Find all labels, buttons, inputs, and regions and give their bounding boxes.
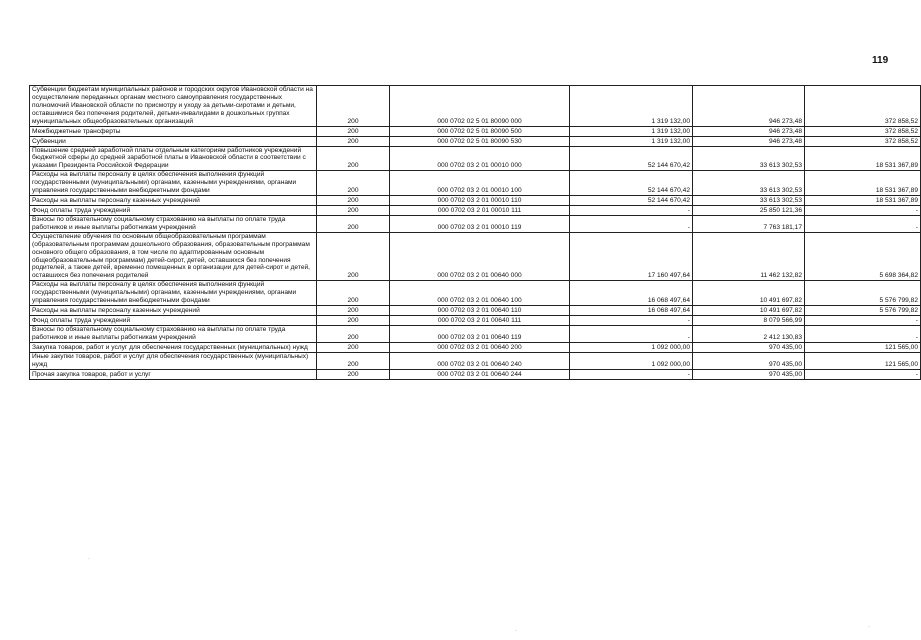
row-name-cell: Взносы по обязательному социальному страхованию на выплаты по оплате труда работников и иные выплаты работникам учреждений	[30, 325, 317, 342]
row-name-cell: Субвенции	[30, 136, 317, 146]
row-approved-cell: -	[570, 205, 693, 215]
row-approved-cell: -	[570, 215, 693, 232]
table-row	[30, 315, 921, 325]
row-code-cell: 200	[317, 86, 390, 127]
scan-mark: ·	[88, 556, 90, 562]
row-approved-cell: 16 068 497,64	[570, 305, 693, 315]
page-number: 119	[872, 55, 889, 66]
row-kbk-cell: 000 0702 03 2 01 00640 110	[390, 305, 570, 315]
row-approved-cell: -	[570, 369, 693, 379]
row-name-cell: Осуществление обучения по основным общеобразовательным программам (образовательным программам дошкольного образования, образовательным программам основного общего образования, в том числе по адаптированным основным общеобразовательным программам) детей-сирот, детей, оставшихся без попечения родителей, а также детей, временно помещенных в организации для детей-сирот и детей, оставшихся без попечения родителей	[30, 232, 317, 280]
row-code-cell: 200	[317, 232, 390, 280]
row-unexecuted-cell: 18 531 367,89	[805, 195, 921, 205]
row-unexecuted-cell: 121 565,00	[805, 342, 921, 352]
row-code-cell: 200	[317, 205, 390, 215]
row-approved-cell: -	[570, 325, 693, 342]
row-unexecuted-cell: -	[805, 315, 921, 325]
table-row	[30, 171, 921, 196]
row-approved-cell: 1 319 132,00	[570, 126, 693, 136]
row-unexecuted-cell: 372 858,52	[805, 86, 921, 127]
row-unexecuted-cell: -	[805, 369, 921, 379]
table-row	[30, 126, 921, 136]
row-code-cell: 200	[317, 342, 390, 352]
table-row	[30, 352, 921, 369]
row-executed-cell: 8 079 566,99	[693, 315, 805, 325]
row-name-cell: Фонд оплаты труда учреждений	[30, 205, 317, 215]
row-name-cell: Расходы на выплаты персоналу казенных учреждений	[30, 195, 317, 205]
row-kbk-cell: 000 0702 03 2 01 00640 244	[390, 369, 570, 379]
row-approved-cell: 52 144 670,42	[570, 146, 693, 171]
row-kbk-cell: 000 0702 03 2 01 00010 000	[390, 146, 570, 171]
row-kbk-cell: 000 0702 03 2 01 00640 111	[390, 315, 570, 325]
row-executed-cell: 33 613 302,53	[693, 171, 805, 196]
row-name-cell: Взносы по обязательному социальному страхованию на выплаты по оплате труда работников и иные выплаты работникам учреждений	[30, 215, 317, 232]
table-row	[30, 215, 921, 232]
row-code-cell: 200	[317, 281, 390, 306]
row-unexecuted-cell: 372 858,52	[805, 126, 921, 136]
row-name-cell: Повышение средней заработной платы отдельным категориям работников учреждений бюджетной сферы до средней заработной платы в Ивановской области в соответствии с указами Президента Российской Федерации	[30, 146, 317, 171]
row-name-cell: Фонд оплаты труда учреждений	[30, 315, 317, 325]
row-unexecuted-cell: 121 565,00	[805, 352, 921, 369]
row-code-cell: 200	[317, 315, 390, 325]
row-unexecuted-cell: 5 576 799,82	[805, 281, 921, 306]
row-unexecuted-cell: 5 698 364,82	[805, 232, 921, 280]
row-kbk-cell: 000 0702 03 2 01 00010 100	[390, 171, 570, 196]
row-executed-cell: 946 273,48	[693, 86, 805, 127]
row-code-cell: 200	[317, 215, 390, 232]
row-unexecuted-cell: 18 531 367,89	[805, 146, 921, 171]
scan-mark: ·	[515, 628, 517, 634]
table-row	[30, 325, 921, 342]
row-name-cell: Прочая закупка товаров, работ и услуг	[30, 369, 317, 379]
row-unexecuted-cell: -	[805, 205, 921, 215]
row-approved-cell: 52 144 670,42	[570, 171, 693, 196]
row-kbk-cell: 000 0702 03 2 01 00640 240	[390, 352, 570, 369]
row-executed-cell: 11 462 132,82	[693, 232, 805, 280]
row-approved-cell: 52 144 670,42	[570, 195, 693, 205]
row-executed-cell: 25 850 121,36	[693, 205, 805, 215]
row-kbk-cell: 000 0702 03 2 01 00640 200	[390, 342, 570, 352]
row-name-cell: Закупка товаров, работ и услуг для обеспечения государственных (муниципальных) нужд	[30, 342, 317, 352]
row-code-cell: 200	[317, 352, 390, 369]
row-executed-cell: 33 613 302,53	[693, 195, 805, 205]
row-code-cell: 200	[317, 369, 390, 379]
table-row	[30, 342, 921, 352]
row-code-cell: 200	[317, 136, 390, 146]
table-row	[30, 195, 921, 205]
row-code-cell: 200	[317, 195, 390, 205]
row-executed-cell: 10 491 697,82	[693, 281, 805, 306]
row-executed-cell: 10 491 697,82	[693, 305, 805, 315]
row-approved-cell: 16 068 497,64	[570, 281, 693, 306]
row-executed-cell: 7 763 181,17	[693, 215, 805, 232]
row-code-cell: 200	[317, 146, 390, 171]
row-code-cell: 200	[317, 305, 390, 315]
row-executed-cell: 2 412 130,83	[693, 325, 805, 342]
row-name-cell: Расходы на выплаты персоналу в целях обеспечения выполнения функций государственными (муниципальными) органами, казенными учреждениями, органами управления государственными внебюджетными фондами	[30, 171, 317, 196]
row-kbk-cell: 000 0702 02 5 01 80090 530	[390, 136, 570, 146]
row-kbk-cell: 000 0702 03 2 01 00640 000	[390, 232, 570, 280]
row-kbk-cell: 000 0702 03 2 01 00010 111	[390, 205, 570, 215]
row-kbk-cell: 000 0702 03 2 01 00010 110	[390, 195, 570, 205]
table-row	[30, 136, 921, 146]
row-name-cell: Субвенции бюджетам муниципальных районов и городских округов Ивановской области на осуществление переданных органам местного самоуправления государственных полномочий Ивановской области по присмотру и уходу за детьми-сиротами и детьми, оставшимися без попечения родителей, детьми-инвалидами в дошкольных группах муниципальных общеобразовательных организаций	[30, 86, 317, 127]
row-unexecuted-cell: -	[805, 215, 921, 232]
table-row	[30, 232, 921, 280]
row-approved-cell: 1 319 132,00	[570, 86, 693, 127]
row-kbk-cell: 000 0702 03 2 01 00010 119	[390, 215, 570, 232]
row-approved-cell: -	[570, 315, 693, 325]
row-executed-cell: 946 273,48	[693, 126, 805, 136]
row-kbk-cell: 000 0702 02 5 01 80090 500	[390, 126, 570, 136]
row-approved-cell: 1 319 132,00	[570, 136, 693, 146]
table-row	[30, 369, 921, 379]
table-row	[30, 146, 921, 171]
row-kbk-cell: 000 0702 03 2 01 00640 119	[390, 325, 570, 342]
row-executed-cell: 970 435,00	[693, 352, 805, 369]
row-kbk-cell: 000 0702 02 5 01 80090 000	[390, 86, 570, 127]
budget-execution-table	[29, 85, 921, 380]
row-name-cell: Расходы на выплаты персоналу в целях обеспечения выполнения функций государственными (муниципальными) органами, казенными учреждениями, органами управления государственными внебюджетными фондами	[30, 281, 317, 306]
row-approved-cell: 1 092 000,00	[570, 342, 693, 352]
row-approved-cell: 1 092 000,00	[570, 352, 693, 369]
table-row	[30, 86, 921, 127]
row-unexecuted-cell: 18 531 367,89	[805, 171, 921, 196]
row-executed-cell: 946 273,48	[693, 136, 805, 146]
row-code-cell: 200	[317, 325, 390, 342]
scan-mark: ·	[868, 624, 870, 630]
row-code-cell: 200	[317, 126, 390, 136]
row-executed-cell: 33 613 302,53	[693, 146, 805, 171]
table-row	[30, 305, 921, 315]
row-unexecuted-cell: 372 858,52	[805, 136, 921, 146]
row-unexecuted-cell: -	[805, 325, 921, 342]
row-name-cell: Иные закупки товаров, работ и услуг для обеспечения государственных (муниципальных) нужд	[30, 352, 317, 369]
row-executed-cell: 970 435,00	[693, 369, 805, 379]
row-unexecuted-cell: 5 576 799,82	[805, 305, 921, 315]
row-name-cell: Межбюджетные трансферты	[30, 126, 317, 136]
row-name-cell: Расходы на выплаты персоналу казенных учреждений	[30, 305, 317, 315]
table-row	[30, 281, 921, 306]
row-approved-cell: 17 160 497,64	[570, 232, 693, 280]
row-kbk-cell: 000 0702 03 2 01 00640 100	[390, 281, 570, 306]
table-row	[30, 205, 921, 215]
row-code-cell: 200	[317, 171, 390, 196]
row-executed-cell: 970 435,00	[693, 342, 805, 352]
